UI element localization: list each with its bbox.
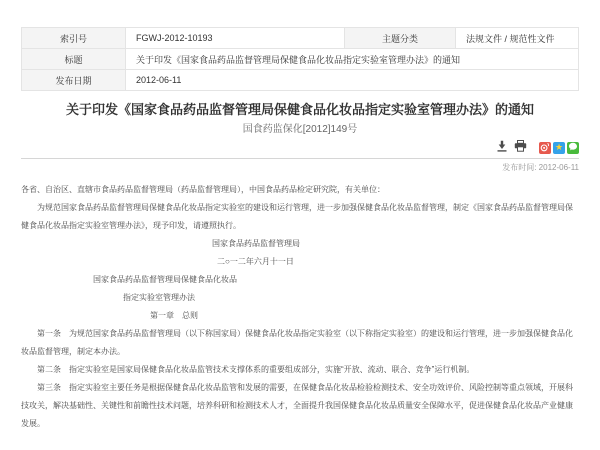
meta-row-date xyxy=(22,70,579,91)
document-body xyxy=(21,181,579,433)
salutation-line: 各省、自治区、直辖市食品药品监督管理局（药品监督管理局），中国食品药品检定研究院，有关单位： xyxy=(21,185,385,194)
meta-category-label: 主题分类 xyxy=(345,28,456,49)
qzone-share-button[interactable] xyxy=(553,142,565,154)
qzone-share-icon: ★ xyxy=(554,142,564,152)
article-2: 第二条 指定实验室是国家局保健食品化妆品监管技术支撑体系的重要组成部分，实施“开放、流动、联合、竞争”运行机制。 xyxy=(37,365,475,374)
meta-title-label: 标题 xyxy=(22,49,126,70)
page-title: 关于印发《国家食品药品监督管理局保健食品化妆品指定实验室管理办法》的通知 xyxy=(65,102,534,117)
weibo-share-icon xyxy=(540,139,550,157)
download-icon xyxy=(496,139,508,157)
publish-time xyxy=(21,163,579,173)
weibo-share-button[interactable] xyxy=(539,142,551,154)
meta-index-value: FGWJ-2012-10193 xyxy=(126,28,345,49)
intro-paragraph: 为规范国家食品药品监督管理局保健食品化妆品指定实验室的建设和运行管理，进一步加强保健食品化妆品监督管理，制定《国家食品药品监督管理局保健食品化妆品指定实验室管理办法》，现予印发，请遵照执行。 xyxy=(21,203,573,230)
chapter-heading: 第一章 总则 xyxy=(150,311,198,320)
meta-title-value: 关于印发《国家食品药品监督管理局保健食品化妆品指定实验室管理办法》的通知 xyxy=(126,49,579,70)
wechat-share-button[interactable] xyxy=(567,142,579,154)
meta-category-value: 法规文件 / 规范性文件 xyxy=(456,28,579,49)
document-meta-table xyxy=(21,27,579,91)
meta-date-label: 发布日期 xyxy=(22,70,126,91)
print-button[interactable] xyxy=(514,139,527,157)
article-3: 第三条 指定实验室主要任务是根据保健食品化妆品监管和发展的需要，在保健食品化妆品检验检测技术、安全功效评价、风险控制等重点领域，开展科技攻关，解决基础性、关键性和前瞻性技术问题，培养科研和检测技术人才，全面提升我国保健食品化妆品质量安全保障水平，促进保健食品化妆品产业健康发展。 xyxy=(21,383,573,428)
wechat-share-icon xyxy=(568,139,578,157)
print-icon xyxy=(514,139,527,157)
meta-row-index xyxy=(22,28,579,49)
meta-index-label: 索引号 xyxy=(22,28,126,49)
document-number: 国食药监保化[2012]149号 xyxy=(242,124,358,135)
signature-date: 二○一二年六月十一日 xyxy=(217,257,294,266)
article-toolbar xyxy=(21,141,579,154)
download-button[interactable] xyxy=(496,139,508,157)
meta-row-title xyxy=(22,49,579,70)
publish-time-value: 2012-06-11 xyxy=(538,163,579,172)
header-divider xyxy=(21,158,579,159)
signature-agency: 国家食品药品监督管理局 xyxy=(212,239,300,248)
article-1: 第一条 为规范国家食品药品监督管理局（以下称国家局）保健食品化妆品指定实验室（以下称指定实验室）的建设和运行管理，进一步加强保健食品化妆品监督管理，制定本办法。 xyxy=(21,329,573,356)
publish-time-label: 发布时间: xyxy=(502,163,537,172)
attachment-title-line2: 指定实验室管理办法 xyxy=(123,293,195,302)
meta-date-value: 2012-06-11 xyxy=(126,70,579,91)
attachment-title-line1: 国家食品药品监督管理局保健食品化妆品 xyxy=(93,275,237,284)
